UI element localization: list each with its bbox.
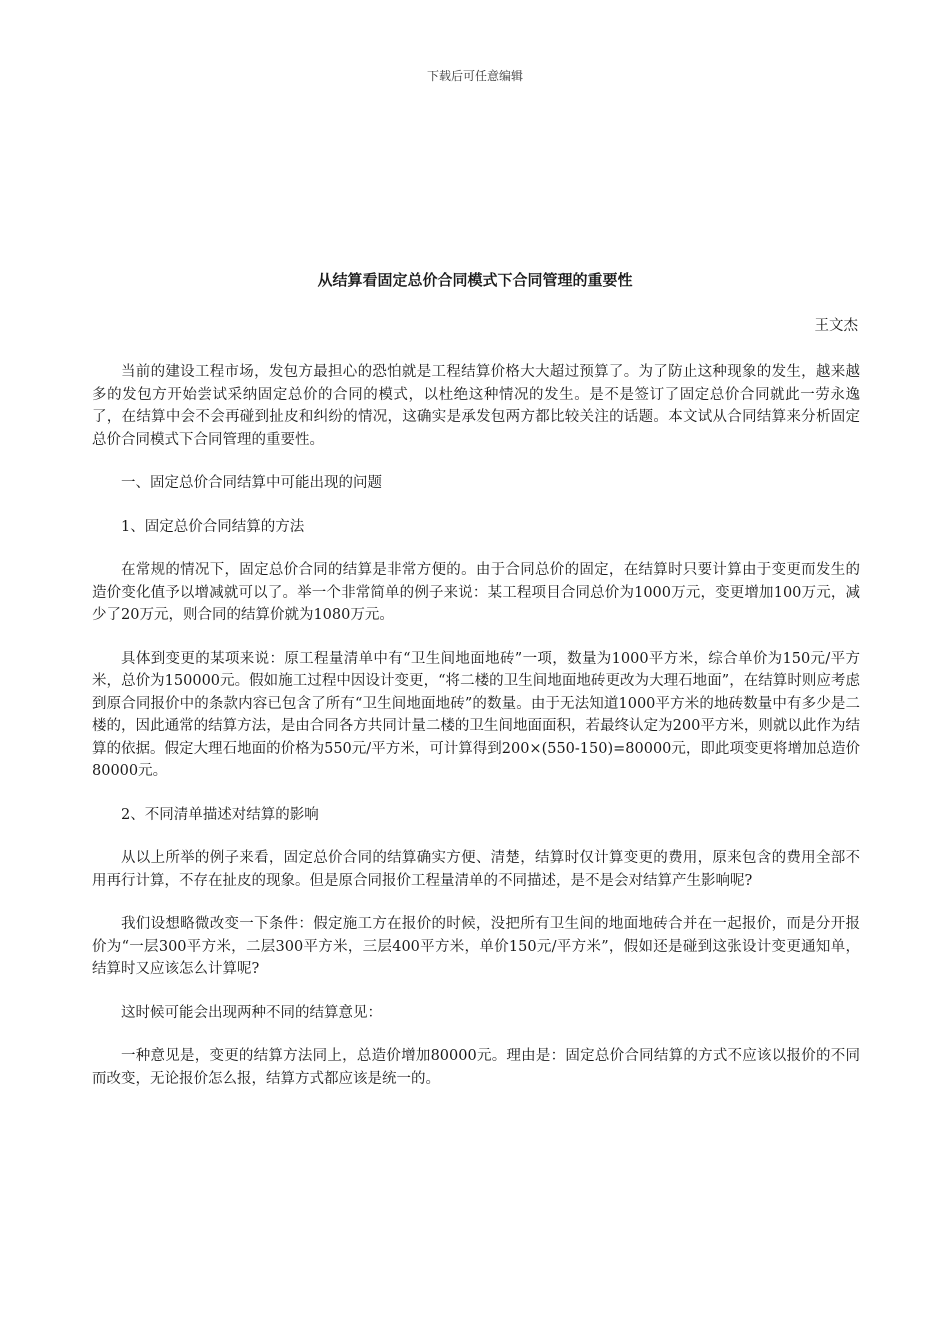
header-note: 下载后可任意编辑 — [426, 69, 523, 83]
document-body — [92, 361, 860, 1111]
paragraph: 具体到变更的某项来说：原工程量清单中有“卫生间地面地砖”一项，数量为1000平方米，综合单价为150元/平方米，总价为150000元。假如施工过程中因设计变更，“将二楼的卫生间地面地砖更改为大理石地面”，在结算时则应考虑到原合同报价中的条款内容已包含了所有“卫生间地面地砖”的数量。由于无法知道1000平方米的地砖数量中有多少是二楼的，因此通常的结算方法，是由合同各方共同计量二楼的卫生间地面面积，若最终认定为200平方米，则就以此作为结算的依据。假定大理石地面的价格为550元/平方米，可计算得到200×(550-150)=80000元，即此项变更将增加总造价80000元。 — [92, 650, 860, 779]
paragraph: 从以上所举的例子来看，固定总价合同的结算确实方便、清楚，结算时仅计算变更的费用，原来包含的费用全部不用再行计算，不存在扯皮的现象。但是原合同报价工程量清单的不同描述，是不是会对结算产生影响呢? — [92, 850, 860, 889]
paragraph: 在常规的情况下，固定总价合同的结算是非常方便的。由于合同总价的固定，在结算时只要计算由于变更而发生的造价变化值予以增减就可以了。举一个非常简单的例子来说：某工程项目合同总价为1000万元，变更增加100万元，减少了20万元，则合同的结算价就为1080万元。 — [92, 562, 860, 623]
author-name: 王文杰 — [814, 318, 858, 334]
subsection-heading-2: 2、不同清单描述对结算的影响 — [121, 806, 319, 823]
paragraph: 我们设想略微改变一下条件：假定施工方在报价的时候，没把所有卫生间的地面地砖合并在一起报价，而是分开报价为“一层300平方米，二层300平方米，三层400平方米，单价150元/平方米”，假如还是碰到这张设计变更通知单，结算时又应该怎么计算呢? — [92, 916, 860, 977]
paragraph-intro: 当前的建设工程市场，发包方最担心的恐怕就是工程结算价格大大超过预算了。为了防止这种现象的发生，越来越多的发包方开始尝试采纳固定总价的合同的模式，以杜绝这种情况的发生。是不是签订了固定总价合同就此一劳永逸了，在结算中会不会再碰到扯皮和纠纷的情况，这确实是承发包两方都比较关注的话题。本文试从合同结算来分析固定总价合同模式下合同管理的重要性。 — [92, 364, 860, 448]
subsection-heading-1: 1、固定总价合同结算的方法 — [121, 518, 305, 535]
section-heading-1: 一、固定总价合同结算中可能出现的问题 — [121, 475, 382, 491]
document-title: 从结算看固定总价合同模式下合同管理的重要性 — [317, 271, 633, 289]
paragraph: 这时候可能会出现两种不同的结算意见： — [121, 1004, 382, 1021]
paragraph: 一种意见是，变更的结算方法同上，总造价增加80000元。理由是：固定总价合同结算的方式不应该以报价的不同而改变，无论报价怎么报，结算方式都应该是统一的。 — [92, 1048, 860, 1087]
